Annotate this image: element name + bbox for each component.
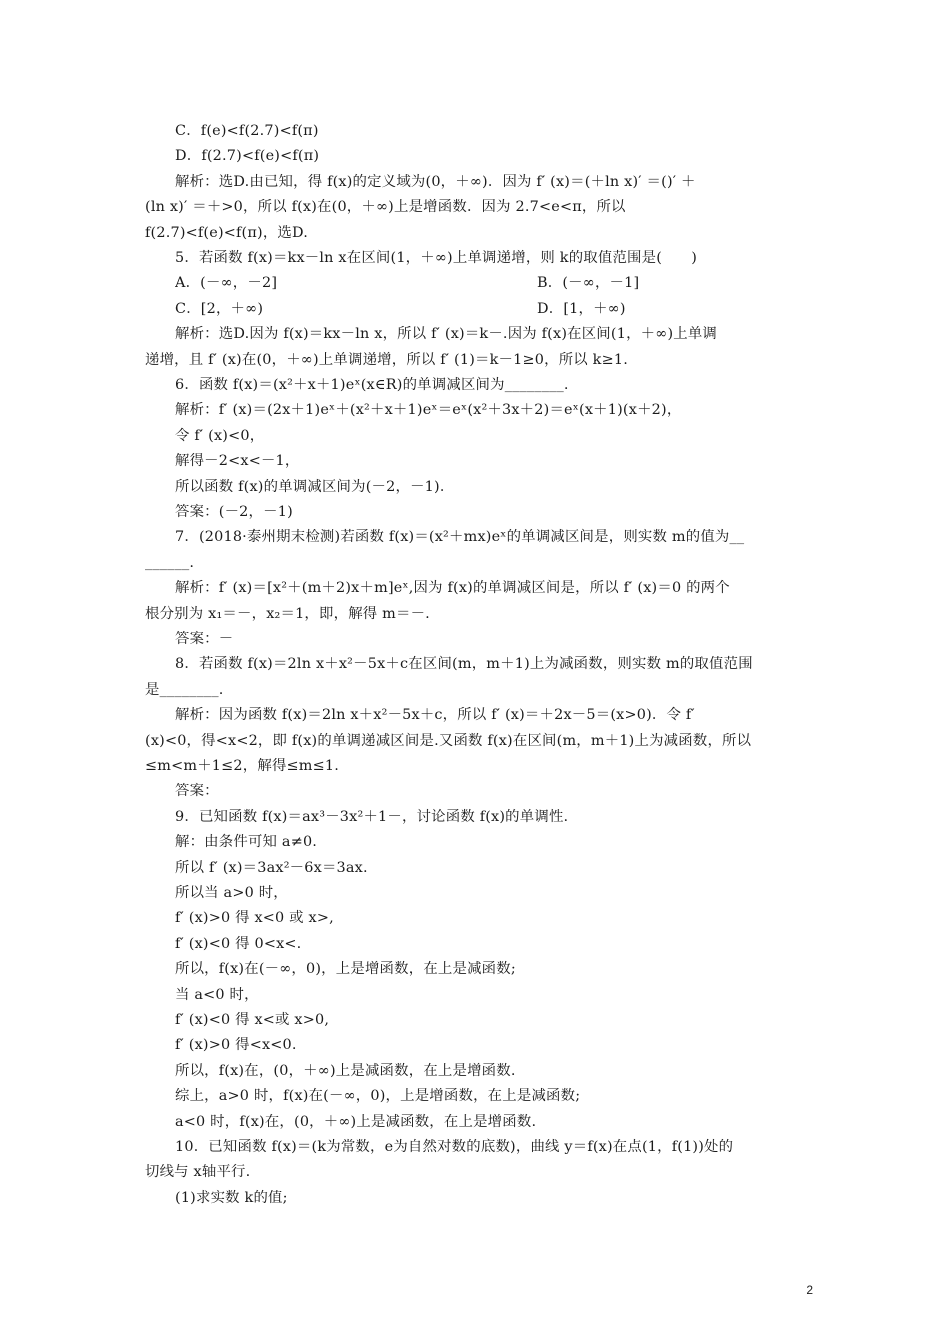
text-line: (ln x)′ ＝＋>0，所以 f(x)在(0，＋∞)上是增函数．因为 2.7<e<π，所以 bbox=[145, 199, 626, 215]
text-line: 解：由条件可知 a≠0. bbox=[175, 834, 318, 850]
text-line: 解析：选D.由已知，得 f(x)的定义域为(0，＋∞)．因为 f′ (x)＝(＋ln x)′ ＝()′ ＋ bbox=[175, 174, 696, 190]
text-line: 答案： bbox=[175, 783, 219, 799]
text-line: 所以，f(x)在(－∞，0)，上是增函数，在上是减函数; bbox=[175, 961, 516, 977]
text-line: 是________. bbox=[145, 682, 224, 698]
text-line: 5．若函数 f(x)＝kx－ln x在区间(1，＋∞)上单调递增，则 k的取值范围是( ) bbox=[175, 250, 698, 266]
text-line: f′ (x)>0 得 x<0 或 x>, bbox=[175, 910, 334, 926]
text-line: 10．已知函数 f(x)＝(k为常数，e为自然对数的底数)，曲线 y＝f(x)在点(1，f(1))处的 bbox=[175, 1139, 734, 1155]
text-line: f′ (x)<0 得 x<或 x>0, bbox=[175, 1012, 330, 1028]
page-number: 2 bbox=[806, 1283, 813, 1297]
text-line: 解析：选D.因为 f(x)＝kx－ln x，所以 f′ (x)＝k－.因为 f(x)在区间(1，＋∞)上单调 bbox=[175, 326, 718, 342]
text-line: 解析：因为函数 f(x)＝2ln x＋x²－5x＋c，所以 f′ (x)＝＋2x－5＝(x>0)．令 f′ bbox=[175, 707, 695, 723]
text-line: f(2.7)<f(e)<f(π)，选D. bbox=[145, 225, 309, 241]
text-line: 切线与 x轴平行. bbox=[145, 1164, 251, 1180]
text-line: D．f(2.7)<f(e)<f(π) bbox=[175, 148, 320, 164]
text-line: (x)<0，得<x<2，即 f(x)的单调递减区间是.又函数 f(x)在区间(m，m＋1)上为减函数，所以 bbox=[145, 733, 752, 749]
text-line: 根分别为 x₁＝－，x₂＝1，即，解得 m＝－. bbox=[145, 606, 430, 622]
text-line: 所以当 a>0 时， bbox=[175, 885, 288, 901]
text-line: ______. bbox=[145, 555, 195, 571]
option-right: B．(－∞，－1] bbox=[537, 275, 640, 291]
text-line: 解析：f′ (x)＝[x²＋(m＋2)x＋m]eˣ,因为 f(x)的单调减区间是，所以 f′ (x)＝0 的两个 bbox=[175, 580, 730, 596]
text-line: 递增，且 f′ (x)在(0，＋∞)上单调递增，所以 f′ (1)＝k－1≥0，所以 k≥1. bbox=[145, 352, 628, 368]
text-line: ≤m<m＋1≤2，解得≤m≤1. bbox=[145, 758, 340, 774]
text-line: a<0 时，f(x)在，(0，＋∞)上是减函数，在上是增函数. bbox=[175, 1114, 537, 1130]
text-line: 当 a<0 时， bbox=[175, 987, 259, 1003]
text-line: 7．(2018·泰州期末检测)若函数 f(x)＝(x²＋mx)eˣ的单调减区间是，则实数 m的值为__ bbox=[175, 529, 745, 545]
text-line: 所以，f(x)在，(0，＋∞)上是减函数，在上是增函数. bbox=[175, 1063, 516, 1079]
text-line: 8．若函数 f(x)＝2ln x＋x²－5x＋c在区间(m，m＋1)上为减函数，则实数 m的取值范围 bbox=[175, 656, 753, 672]
text-line: 综上，a>0 时，f(x)在(－∞，0)，上是增函数，在上是减函数; bbox=[175, 1088, 581, 1104]
text-line: 9．已知函数 f(x)＝ax³－3x²＋1－，讨论函数 f(x)的单调性. bbox=[175, 809, 569, 825]
text-line: 答案：(－2，－1) bbox=[175, 504, 293, 520]
text-line: 令 f′ (x)<0， bbox=[175, 428, 265, 444]
text-line: (1)求实数 k的值; bbox=[175, 1190, 288, 1206]
option-left: C．[2，＋∞) bbox=[175, 301, 264, 317]
text-line: C．f(e)<f(2.7)<f(π) bbox=[175, 123, 319, 139]
text-line: 解析：f′ (x)＝(2x＋1)eˣ＋(x²＋x＋1)eˣ＝eˣ(x²＋3x＋2)＝eˣ(x＋1)(x＋2)， bbox=[175, 402, 682, 418]
option-right: D．[1，＋∞) bbox=[537, 301, 626, 317]
text-line: 所以函数 f(x)的单调减区间为(－2，－1)． bbox=[175, 479, 455, 495]
text-line: f′ (x)>0 得<x<0. bbox=[175, 1037, 297, 1053]
text-line: 6．函数 f(x)＝(x²＋x＋1)eˣ(x∈R)的单调减区间为________. bbox=[175, 377, 569, 393]
text-line: 答案：－ bbox=[175, 631, 234, 647]
text-line: 解得－2<x<－1， bbox=[175, 453, 300, 469]
text-line: f′ (x)<0 得 0<x<. bbox=[175, 936, 302, 952]
text-line: 所以 f′ (x)＝3ax²－6x＝3ax. bbox=[175, 860, 368, 876]
option-left: A．(－∞，－2] bbox=[175, 275, 278, 291]
